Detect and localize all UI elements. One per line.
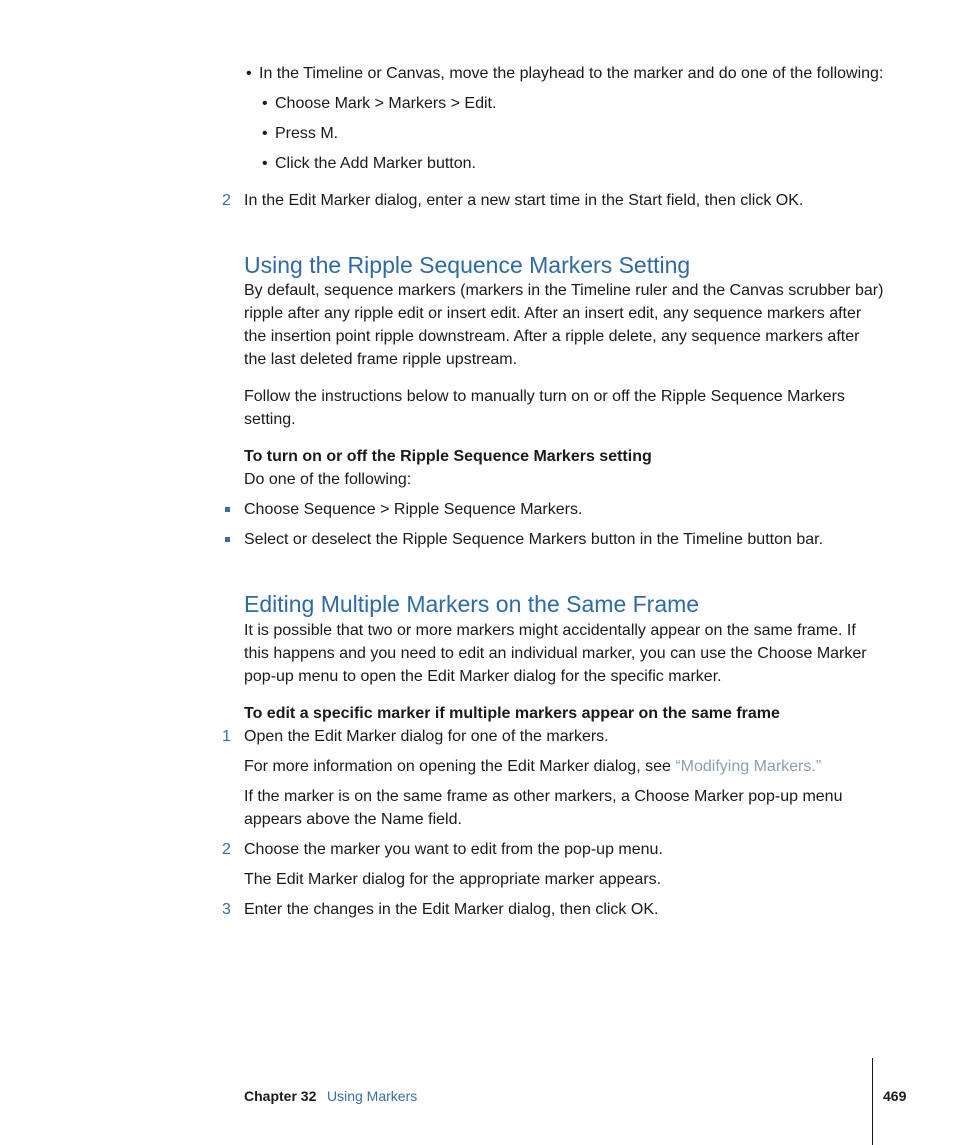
option-text: Select or deselect the Ripple Sequence Markers button in the Timeline button bar. bbox=[244, 531, 824, 548]
sub-bullet-text: Press M. bbox=[275, 125, 339, 142]
paragraph-line: ripple after any ripple edit or insert edit. After an insert edit, any sequence markers after bbox=[244, 305, 862, 322]
footer-chapter: Chapter 32 bbox=[244, 1088, 317, 1104]
step-note-text: For more information on opening the Edit Marker dialog, see bbox=[244, 758, 676, 775]
square-bullet-icon bbox=[225, 537, 230, 542]
footer-chapter-title: Using Markers bbox=[327, 1088, 418, 1104]
step-note-line: appears above the Name field. bbox=[244, 811, 462, 828]
step-number: 2 bbox=[222, 841, 231, 858]
step-text: Choose the marker you want to edit from the pop-up menu. bbox=[244, 841, 663, 858]
section-heading-ripple: Using the Ripple Sequence Markers Setting bbox=[244, 252, 691, 278]
sub-bullet-text: Click the Add Marker button. bbox=[275, 155, 476, 172]
paragraph-line: By default, sequence markers (markers in the Timeline ruler and the Canvas scrubber bar) bbox=[244, 282, 884, 299]
step-number: 1 bbox=[222, 728, 231, 745]
footer-divider bbox=[872, 1058, 873, 1145]
page-number: 469 bbox=[883, 1088, 907, 1104]
paragraph-line: setting. bbox=[244, 411, 296, 428]
step-text: In the Edit Marker dialog, enter a new start time in the Start field, then click OK. bbox=[244, 192, 804, 209]
step-number: 3 bbox=[222, 901, 231, 918]
sub-bullet-text: Choose Mark > Markers > Edit. bbox=[275, 95, 497, 112]
step-text: Enter the changes in the Edit Marker dialog, then click OK. bbox=[244, 901, 659, 918]
step-number: 2 bbox=[222, 192, 231, 209]
step-note: The Edit Marker dialog for the appropriate marker appears. bbox=[244, 871, 662, 888]
paragraph-line: the insertion point ripple downstream. After a ripple delete, any sequence markers after bbox=[244, 328, 860, 345]
sub-bullet-dot: • bbox=[262, 125, 268, 142]
sub-bullet-dot: • bbox=[262, 95, 268, 112]
paragraph-line: pop-up menu to open the Edit Marker dialog for the specific marker. bbox=[244, 668, 722, 685]
square-bullet-icon bbox=[225, 507, 230, 512]
modifying-markers-link[interactable]: “Modifying Markers.” bbox=[675, 758, 822, 775]
step-note bbox=[244, 755, 821, 778]
paragraph-line: It is possible that two or more markers might accidentally appear on the same frame. If bbox=[244, 622, 856, 639]
section-heading-multiple-markers: Editing Multiple Markers on the Same Frame bbox=[244, 591, 700, 617]
task-title: To edit a specific marker if multiple markers appear on the same frame bbox=[244, 705, 780, 722]
bullet-dot: • bbox=[246, 65, 252, 82]
sub-bullet-dot: • bbox=[262, 155, 268, 172]
bullet-main-text: In the Timeline or Canvas, move the playhead to the marker and do one of the following: bbox=[259, 65, 884, 82]
task-title: To turn on or off the Ripple Sequence Markers setting bbox=[244, 448, 652, 465]
paragraph-line: Follow the instructions below to manually turn on or off the Ripple Sequence Markers bbox=[244, 388, 845, 405]
paragraph-line: the last deleted frame ripple upstream. bbox=[244, 351, 518, 368]
step-text: Open the Edit Marker dialog for one of the markers. bbox=[244, 728, 609, 745]
step-note-line: If the marker is on the same frame as other markers, a Choose Marker pop-up menu bbox=[244, 788, 843, 805]
task-intro: Do one of the following: bbox=[244, 471, 412, 488]
option-text: Choose Sequence > Ripple Sequence Markers. bbox=[244, 501, 583, 518]
paragraph-line: this happens and you need to edit an individual marker, you can use the Choose Marker bbox=[244, 645, 867, 662]
